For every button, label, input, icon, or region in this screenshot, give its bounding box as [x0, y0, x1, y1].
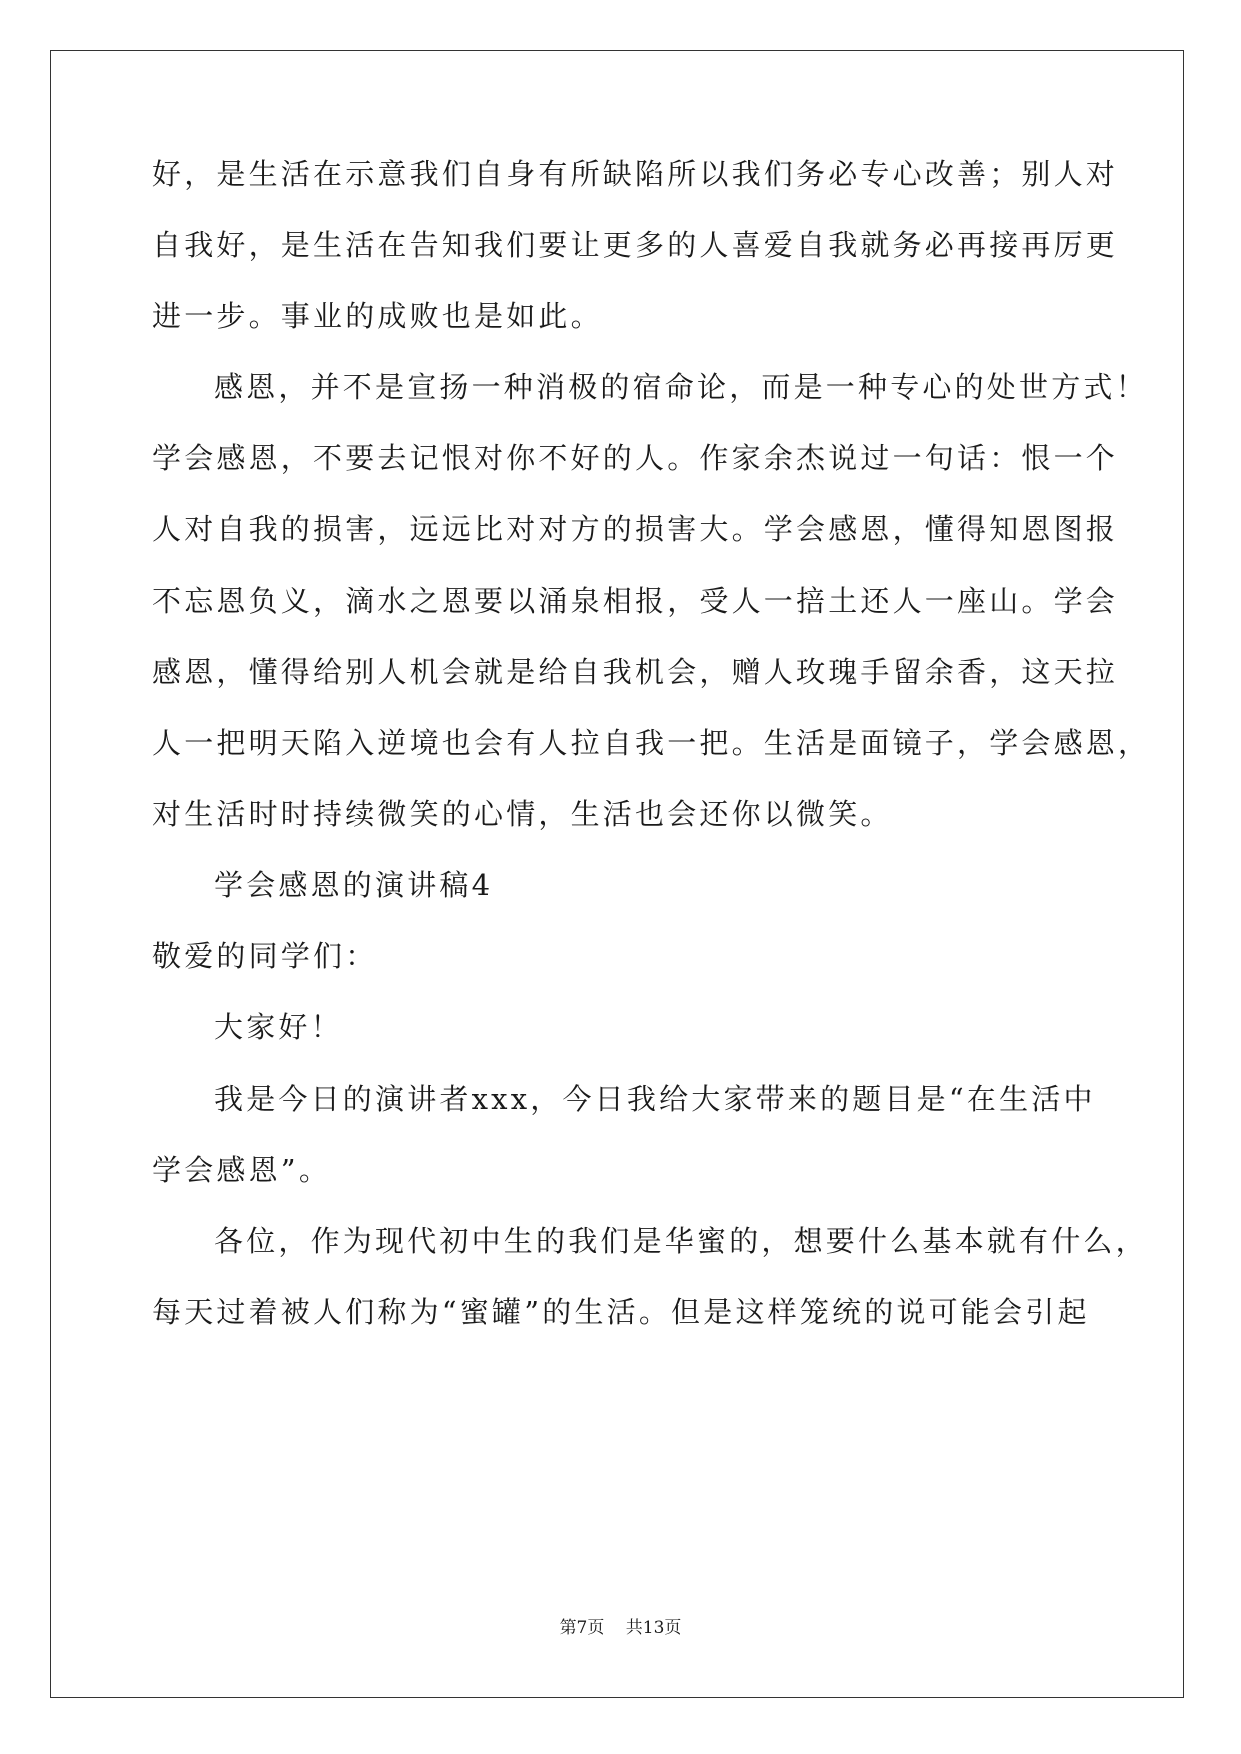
body-text-line: 学会感恩，不要去记恨对你不好的人。作家余杰说过一句话：恨一个 [152, 441, 1119, 475]
body-text-line: 人对自我的损害，远远比对对方的损害大。学会感恩，懂得知恩图报 [152, 512, 1119, 546]
body-text-line: 对生活时时持续微笑的心情，生活也会还你以微笑。 [152, 797, 893, 831]
greeting: 大家好！ [214, 1010, 343, 1044]
body-text-line: 人一把明天陷入逆境也会有人拉自我一把。生活是面镜子，学会感恩， [152, 726, 1151, 760]
salutation: 敬爱的同学们： [152, 939, 378, 973]
body-text-line: 自我好，是生活在告知我们要让更多的人喜爱自我就务必再接再厉更 [152, 228, 1119, 262]
body-text-line: 不忘恩负义，滴水之恩要以涌泉相报，受人一掊土还人一座山。学会 [152, 584, 1119, 618]
body-text-line: 学会感恩”。 [152, 1153, 332, 1187]
paragraph-start-line: 我是今日的演讲者xxx，今日我给大家带来的题目是“在生活中 [214, 1082, 1096, 1116]
paragraph-start-line: 感恩，并不是宣扬一种消极的宿命论，而是一种专心的处世方式！ [214, 370, 1148, 404]
body-text-line: 好，是生活在示意我们自身有所缺陷所以我们务必专心改善；别人对 [152, 157, 1119, 191]
section-heading: 学会感恩的演讲稿4 [214, 868, 494, 902]
body-text-line: 感恩，懂得给别人机会就是给自我机会，赠人玫瑰手留余香，这天拉 [152, 655, 1119, 689]
paragraph-start-line: 各位，作为现代初中生的我们是华蜜的，想要什么基本就有什么， [214, 1224, 1148, 1258]
page-footer [0, 1617, 1241, 1639]
page-number-total: 共13页 [625, 1618, 682, 1638]
body-text-line: 进一步。事业的成败也是如此。 [152, 299, 603, 333]
page-number-current: 第7页 [559, 1618, 605, 1638]
body-text-line: 每天过着被人们称为“蜜罐”的生活。但是这样笼统的说可能会引起 [152, 1295, 1090, 1329]
